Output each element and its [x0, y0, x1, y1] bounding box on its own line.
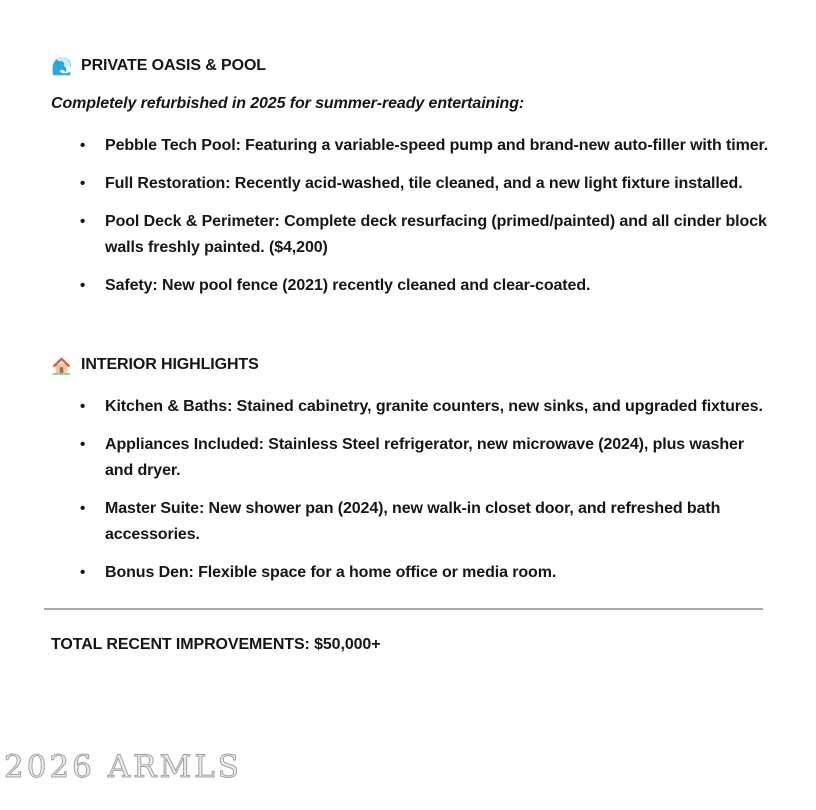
list-item: • Pool Deck & Perimeter: Complete deck resurfacing (primed/painted) and all cinder block walls freshly painted. ($4,200)	[51, 209, 771, 261]
section-title: INTERIOR HIGHLIGHTS	[81, 356, 259, 373]
section-intro: Completely refurbished in 2025 for summer-ready entertaining:	[51, 95, 525, 112]
house-icon	[51, 355, 72, 376]
list-item: • Bonus Den: Flexible space for a home office or media room.	[51, 560, 771, 586]
section-divider	[44, 608, 763, 610]
section-header	[51, 354, 771, 376]
wave-icon	[51, 56, 72, 77]
bullet-list	[51, 133, 771, 299]
total-improvements-line: TOTAL RECENT IMPROVEMENTS: $50,000+	[51, 636, 381, 653]
section-title: PRIVATE OASIS & POOL	[81, 57, 266, 74]
list-item: • Pebble Tech Pool: Featuring a variable-speed pump and brand-new auto-filler with timer.	[51, 133, 771, 159]
armls-watermark: 2026 ARMLS	[4, 749, 243, 785]
list-item: • Full Restoration: Recently acid-washed, tile cleaned, and a new light fixture installed.	[51, 171, 771, 197]
section-private-oasis-pool	[51, 55, 771, 299]
list-item: • Master Suite: New shower pan (2024), new walk-in closet door, and refreshed bath accessories.	[51, 496, 771, 548]
bullet-list	[51, 394, 771, 586]
section-interior-highlights	[51, 354, 771, 586]
section-header	[51, 55, 771, 77]
list-item: • Appliances Included: Stainless Steel refrigerator, new microwave (2024), plus washer and dryer.	[51, 432, 771, 484]
list-item: • Kitchen & Baths: Stained cabinetry, granite counters, new sinks, and upgraded fixtures.	[51, 394, 771, 420]
list-item: • Safety: New pool fence (2021) recently cleaned and clear-coated.	[51, 273, 771, 299]
